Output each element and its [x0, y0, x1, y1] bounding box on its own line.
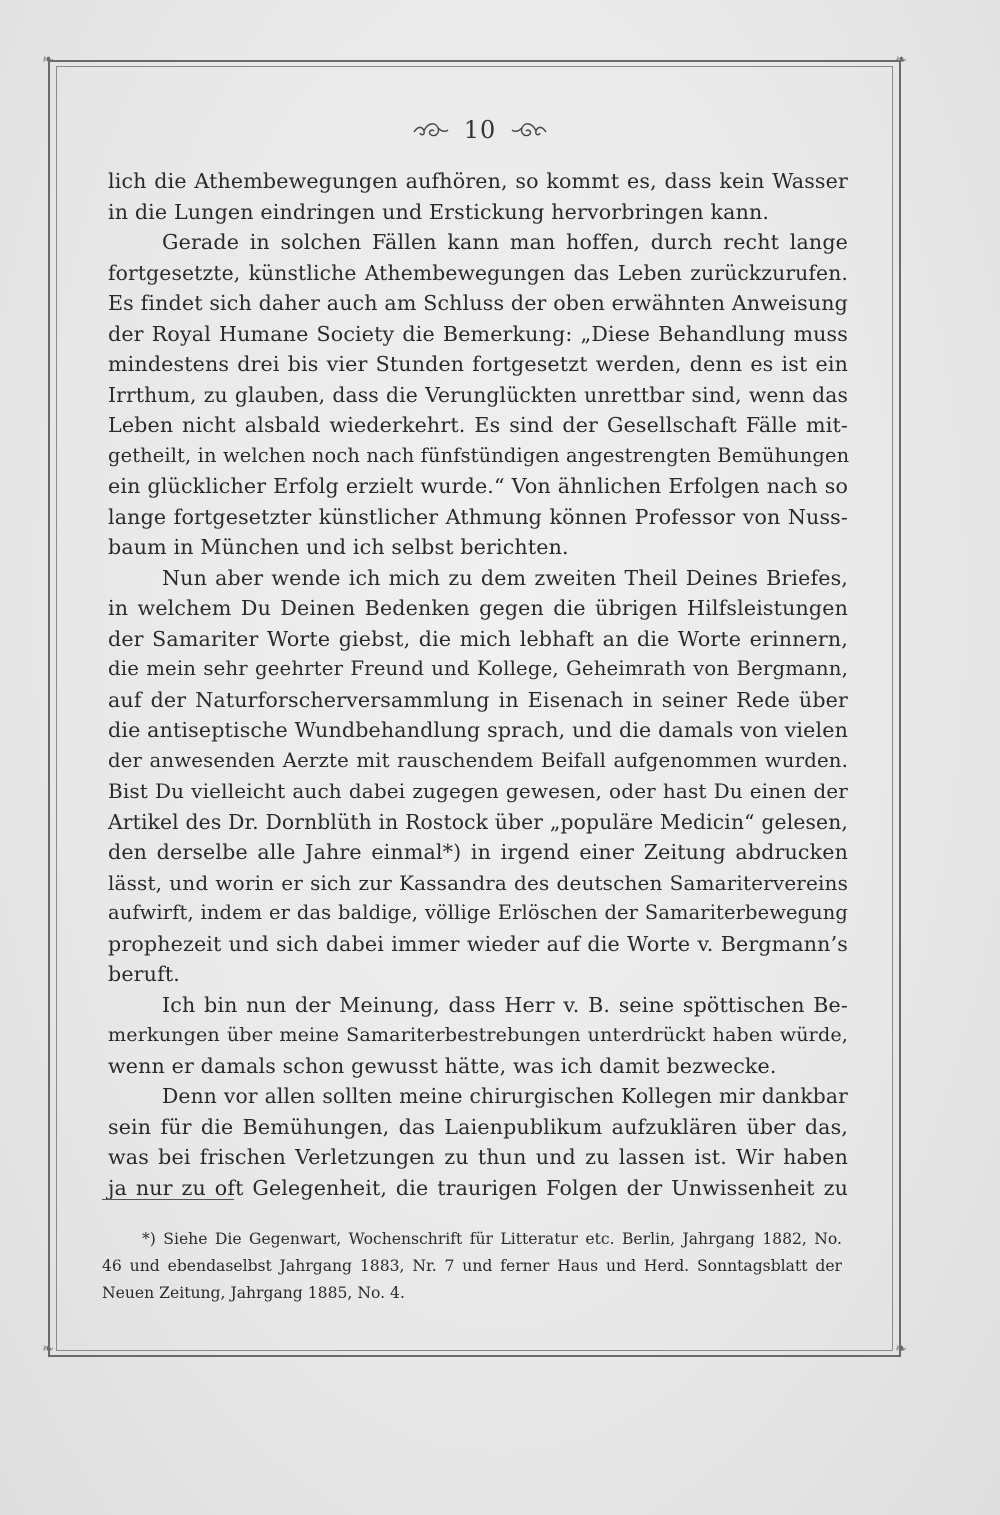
text-line: ja nur zu oft Gelegenheit, die traurigen Folgen der Unwissenheit zu — [108, 1175, 848, 1200]
text-line: Nun aber wende ich mich zu dem zweiten Theil Deines Briefes, — [162, 565, 848, 590]
text-line: getheilt, in welchen noch nach fünfstündigen angestrengten Bemühungen — [108, 443, 850, 467]
right-scroll-ornament-icon — [510, 118, 548, 142]
text-line: baum in München und ich selbst berichten. — [108, 535, 569, 559]
footnote-line: *) Siehe Die Gegenwart, Wochenschrift für Litteratur etc. Berlin, Jahrgang 1882, No. — [142, 1230, 842, 1248]
text-line: lässt, und worin er sich zur Kassandra des deutschen Samaritervereins — [108, 870, 848, 895]
text-line: ein glücklicher Erfolg erzielt wurde.“ Von ähnlichen Erfolgen nach so — [108, 474, 848, 498]
text-line: Es findet sich daher auch am Schluss der oben erwähnten Anweisung — [108, 291, 848, 315]
text-line: Denn vor allen sollten meine chirurgischen Kollegen mir dankbar — [162, 1084, 848, 1108]
text-line: auf der Naturforscherversammlung in Eisenach in seiner Rede über — [108, 687, 848, 712]
footnote-divider — [102, 1199, 234, 1200]
text-line: beruft. — [108, 962, 180, 986]
text-line: der Royal Humane Society die Bemerkung: „Diese Behandlung muss — [108, 321, 848, 346]
text-line: Irrthum, zu glauben, dass die Verunglückten unrettbar sind, wenn das — [108, 382, 848, 407]
text-line: merkungen über meine Samariterbestrebungen unterdrückt haben würde, — [108, 1023, 848, 1046]
text-line: die mein sehr geehrter Freund und Kollege, Geheimrath von Bergmann, — [108, 657, 848, 680]
body-text — [108, 166, 848, 1203]
corner-ornament-icon: ❧ — [42, 52, 54, 68]
text-line: fortgesetzte, künstliche Athembewegungen das Leben zurückzurufen. — [108, 260, 848, 285]
corner-ornament-icon: ❧ — [42, 1341, 54, 1357]
page-header — [380, 112, 580, 148]
text-line: lich die Athembewegungen aufhören, so kommt es, dass kein Wasser — [108, 169, 848, 193]
text-line: lange fortgesetzter künstlicher Athmung können Professor von Nuss- — [108, 504, 848, 529]
text-line: Gerade in solchen Fällen kann man hoffen, durch recht lange — [162, 230, 848, 254]
text-line: der anwesenden Aerzte mit rauschendem Beifall aufgenommen wurden. — [108, 748, 848, 772]
footnote — [102, 1226, 842, 1307]
text-line: Artikel des Dr. Dornblüth in Rostock über „populäre Medicin“ gelesen, — [108, 809, 848, 834]
left-scroll-ornament-icon — [412, 118, 450, 142]
text-line: Ich bin nun der Meinung, dass Herr v. B. seine spöttischen Be- — [162, 992, 848, 1017]
text-line: mindestens drei bis vier Stunden fortgesetzt werden, denn es ist ein — [108, 352, 848, 376]
footnote-line: Neuen Zeitung, Jahrgang 1885, No. 4. — [102, 1284, 405, 1302]
text-line: aufwirft, indem er das baldige, völlige Erlöschen der Samariterbewegung — [108, 901, 848, 924]
text-line: prophezeit und sich dabei immer wieder auf die Worte v. Bergmann’s — [108, 931, 848, 956]
text-line: der Samariter Worte giebst, die mich lebhaft an die Worte erinnern, — [108, 626, 848, 651]
footnote-line: 46 und ebendaselbst Jahrgang 1883, Nr. 7 und ferner Haus und Herd. Sonntagsblatt der — [102, 1257, 842, 1275]
text-line: den derselbe alle Jahre einmal*) in irgend einer Zeitung abdrucken — [108, 840, 848, 864]
text-line: wenn er damals schon gewusst hätte, was ich damit bezwecke. — [108, 1053, 777, 1078]
text-line: in die Lungen eindringen und Erstickung hervorbringen kann. — [108, 199, 770, 224]
text-line: Bist Du vielleicht auch dabei zugegen gewesen, oder hast Du einen der — [108, 779, 848, 803]
text-line: sein für die Bemühungen, das Laienpublikum aufzuklären über das, — [108, 1114, 848, 1139]
text-line: in welchem Du Deinen Bedenken gegen die übrigen Hilfsleistungen — [108, 596, 848, 620]
text-line: was bei frischen Verletzungen zu thun und zu lassen ist. Wir haben — [108, 1145, 848, 1169]
corner-ornament-icon: ❧ — [895, 1341, 907, 1357]
text-line: die antiseptische Wundbehandlung sprach, und die damals von vielen — [108, 718, 848, 742]
corner-ornament-icon: ❧ — [895, 52, 907, 68]
page-number: 10 — [463, 116, 497, 144]
text-line: Leben nicht alsbald wiederkehrt. Es sind der Gesellschaft Fälle mit- — [108, 413, 848, 437]
